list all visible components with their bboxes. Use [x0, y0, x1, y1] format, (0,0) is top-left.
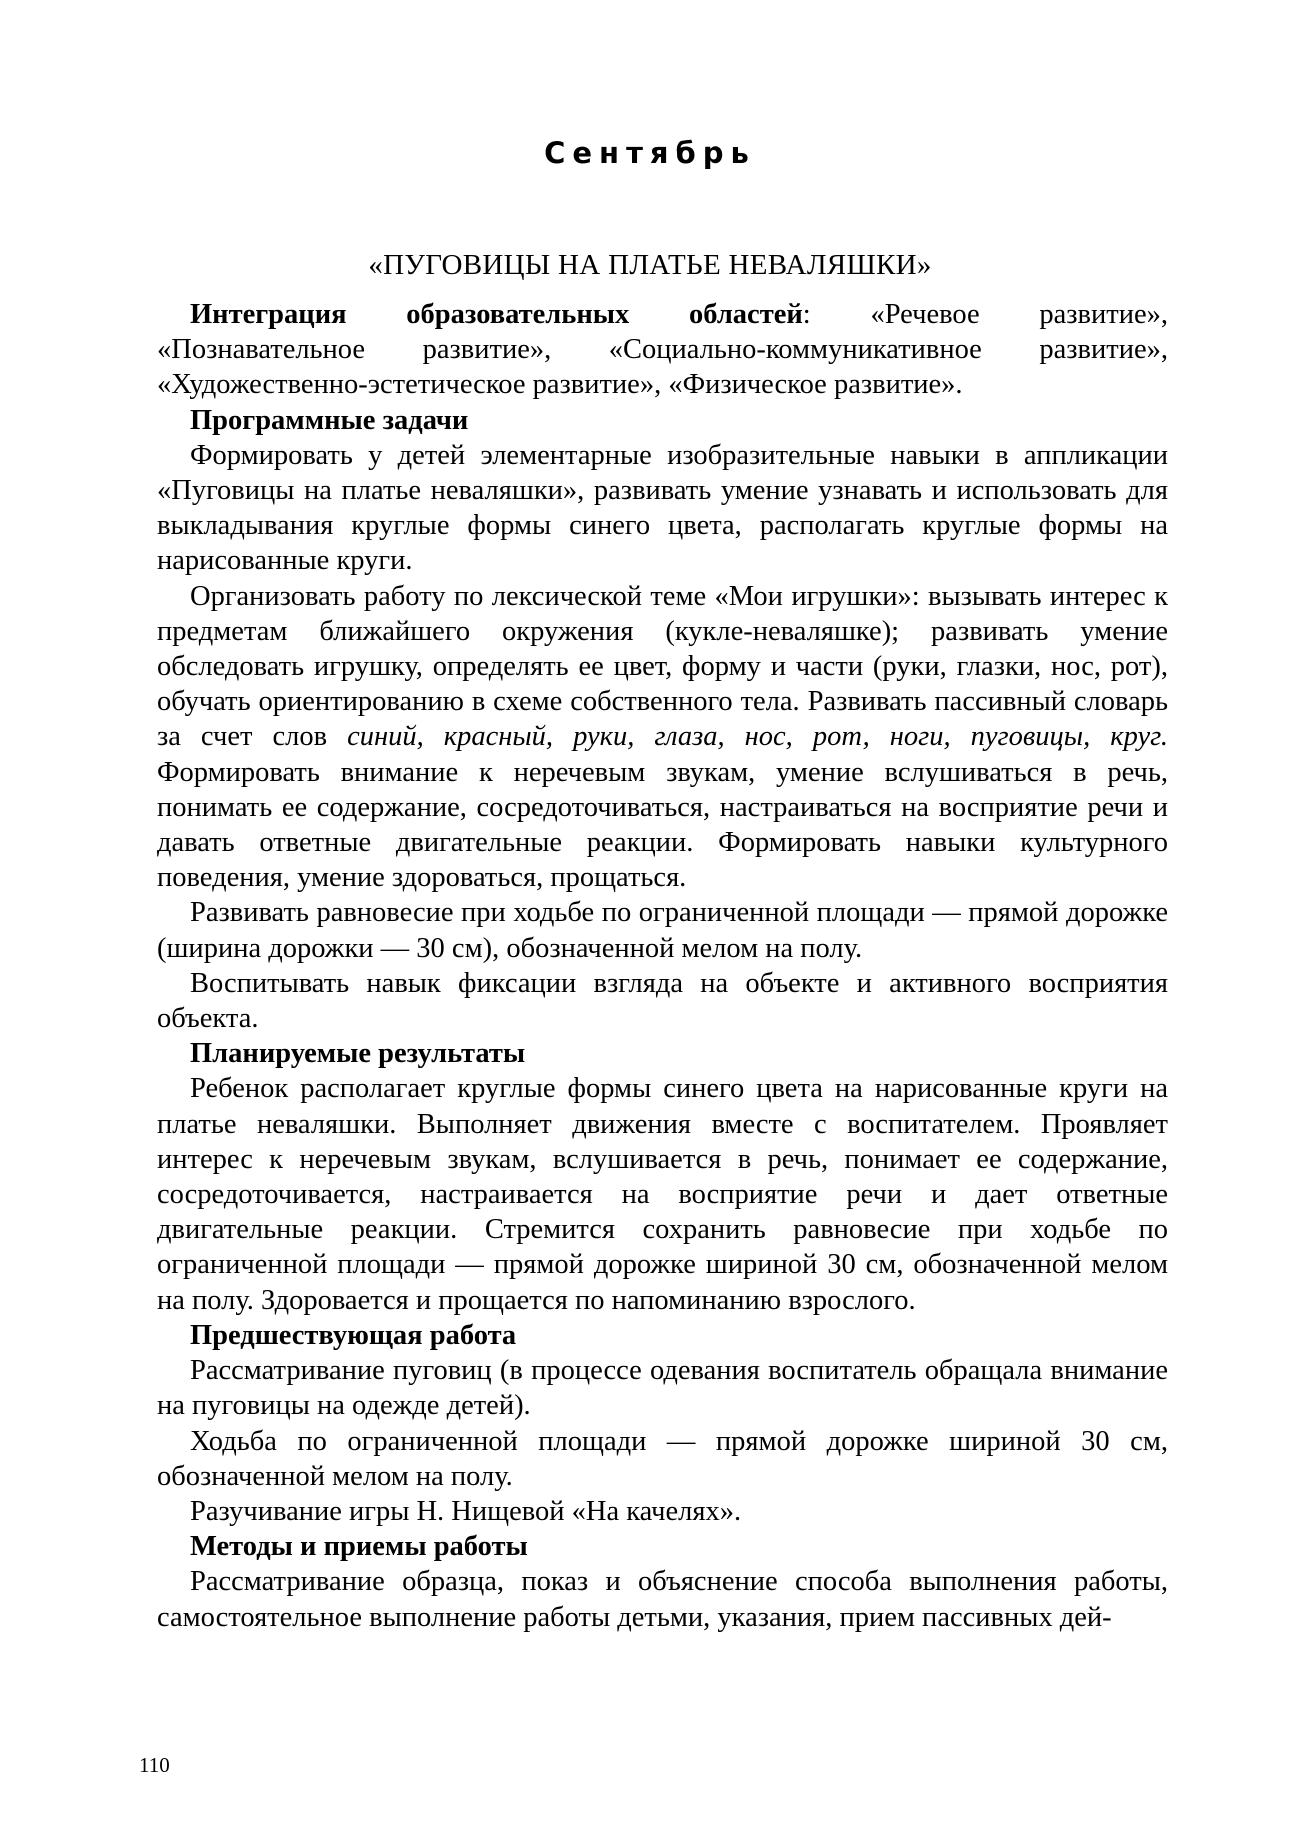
results-heading: Планируемые результаты [190, 1038, 526, 1070]
tasks-paragraph-1: Формировать у детей элементарные изобразительные навыки в аппликации «Пуговицы на платье неваляшки», развивать умение узнавать и использовать для выкладывания круглые формы синего цвета, располагать круглые формы на нарисованные круги. [157, 439, 1168, 577]
tasks-heading: Программные задачи [190, 404, 469, 436]
tasks-paragraph-3: Развивать равновесие при ходьбе по ограниченной площади — прямой дорожке (ширина дорожки — 30 см), обозначенной мелом на полу. [157, 897, 1168, 964]
tasks-paragraph-2-start: Организовать работу по лексической теме «Мои игрушки»: вызывать интерес к предметам ближайшего окружения (кукле-неваляшке); развивать умение обследовать игрушку, определять ее цвет, форму и части (руки, глазки, нос, рот), обучать ориентированию в схеме собственного тела. Развивать пассивный словарь за счет слов [157, 580, 1168, 753]
prior-work-paragraph-3: Разучивание игры Н. Нищевой «На качелях». [190, 1495, 742, 1527]
tasks-paragraph-2 [157, 579, 1168, 896]
prior-work-heading: Предшествующая работа [190, 1319, 517, 1351]
tasks-paragraph-4: Воспитывать навык фиксации взгляда на объекте и активного восприятия объекта. [157, 967, 1168, 1035]
results-paragraph: Ребенок располагает круглые формы синего цвета на нарисованные круги на платье неваляшки. Выполняет движения вместе с воспитателем. Проявляет интерес к неречевым звукам, вслушивается в речь, понимает ее содержание, сосредоточивается, настраивается на восприятие речи и дает ответные двигательные реакции. Стремится сохранить равновесие при ходьбе по ограниченной площади — прямой дорожке шириной 30 см, обозначенной мелом на полу. Здоровается и прощается по напоминанию взрослого. [157, 1073, 1168, 1316]
methods-heading: Методы и приемы работы [190, 1531, 528, 1563]
lesson-title: «ПУГОВИЦЫ НА ПЛАТЬЕ НЕВАЛЯШКИ» [368, 249, 932, 281]
tasks-paragraph-2-end: Формировать внимание к неречевым звукам, умение вслушиваться в речь, понимать ее содержание, сосредоточиваться, настраиваться на восприятие речи и давать ответные двигательные реакции. Формировать навыки культурного поведения, умение здороваться, прощаться. [157, 756, 1168, 894]
prior-work-paragraph-1: Рассматривание пуговиц (в процессе одевания воспитатель обращала внимание на пуговицы на одежде детей). [157, 1355, 1168, 1422]
integration-label: Интеграция образовательных областей [190, 299, 803, 330]
integration-text: : «Речевое развитие», «Познавательное развитие», «Социально-коммуникативное развитие», «Художественно-эстетическое развитие», «Физическое развитие». [157, 299, 1168, 401]
month-heading: Сентябрь [544, 136, 756, 170]
vocabulary-words: синий, красный, руки, глаза, нос, рот, ноги, пуговицы, круг. [347, 721, 1168, 753]
lesson-body [157, 297, 1168, 1635]
prior-work-paragraph-2: Ходьба по ограниченной площади — прямой дорожке шириной 30 см, обозначенной мелом на полу. [157, 1425, 1168, 1492]
methods-paragraph: Рассматривание образца, показ и объяснение способа выполнения работы, самостоятельное выполнение работы детьми, указания, прием пассивных дей- [157, 1566, 1168, 1633]
page-number: 110 [139, 1753, 170, 1777]
integration-paragraph [157, 297, 1168, 403]
